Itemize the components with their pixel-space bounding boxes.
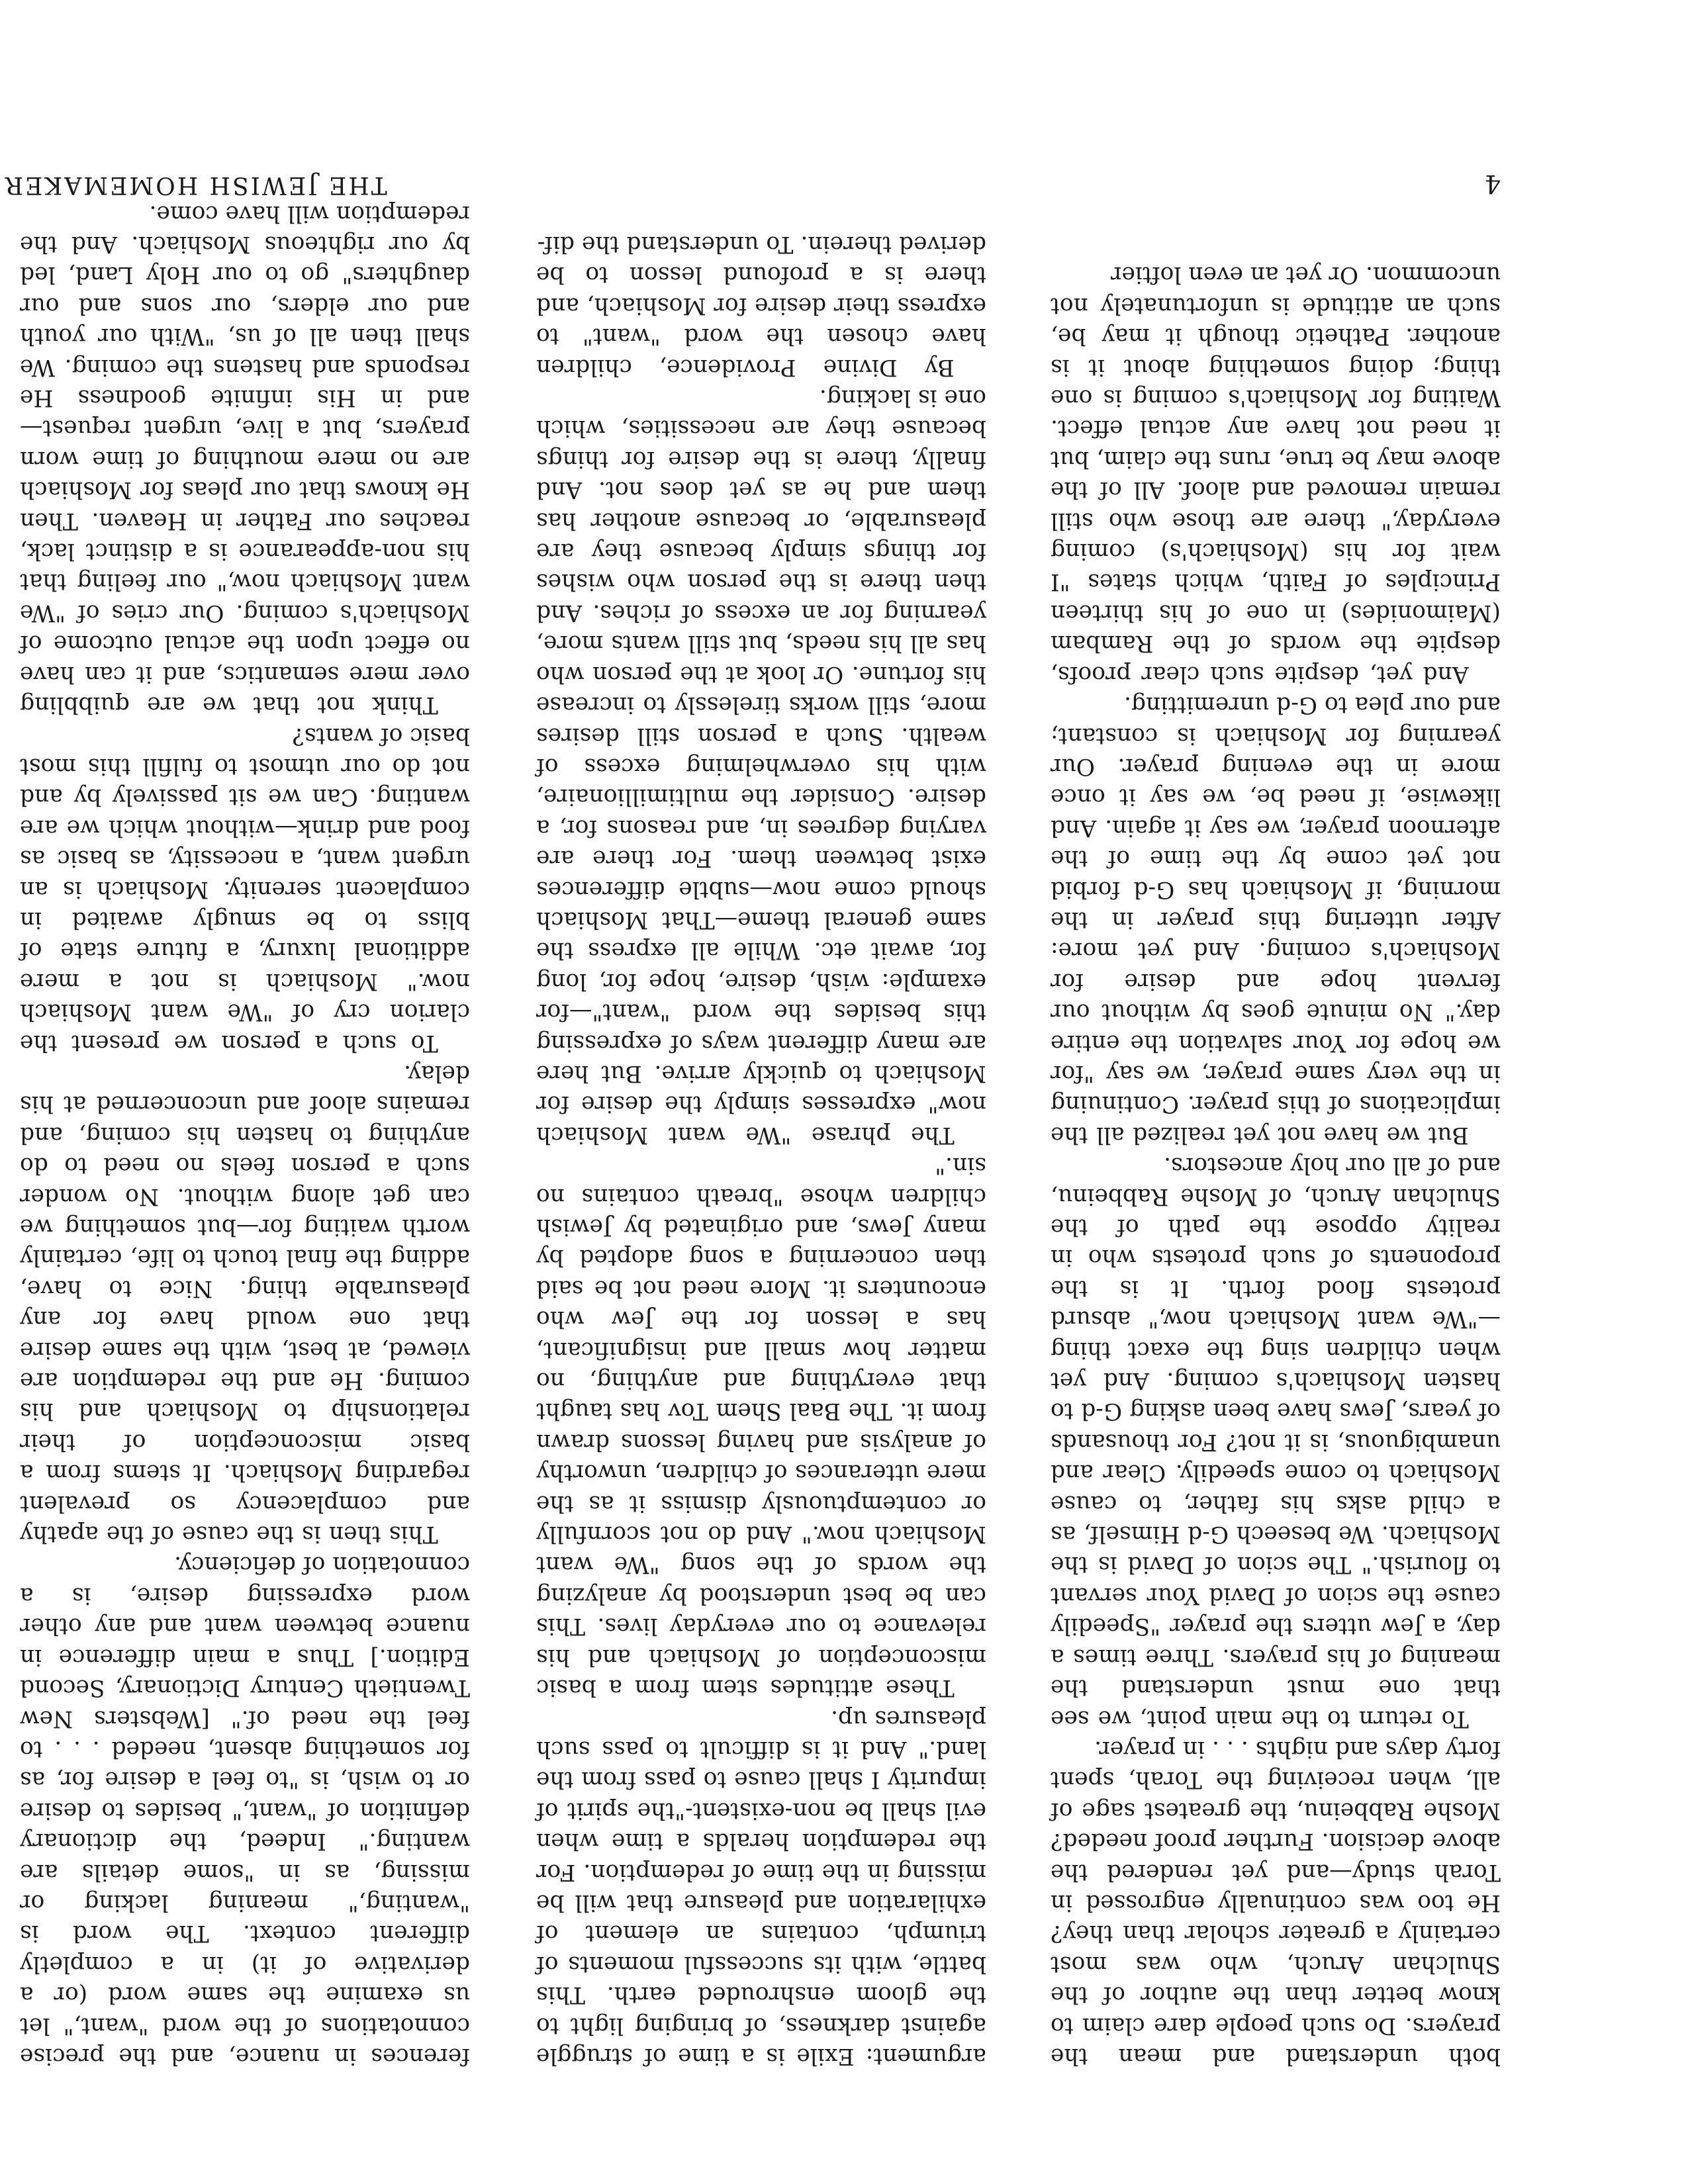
paragraph: These attitudes stem from a basic misconception of Moshiach and his relevance to our everyday lives. This can be best understood by analyzing the words of the song "We want Moshiach now." And do not scornfully or contemptuously dismiss it as the mere utterances of children, unworthy of analysis and having lessons drawn from it. The Baal Shem Tov has taught that everything and anything, no matter how small and insignificant, has a lesson for the Jew who encounters it. More need not be said then concerning a song adopted by many Jews, and originated by Jewish children whose "breath contains no sin." <box>536 1152 986 1702</box>
paragraph: both understand and mean the prayers. Do such people dare claim to know better than the author of the Shulchan Aruch, who was most certainly a greater scholar than they? He too was continually engrossed in Torah study—and yet rendered the above decision. Further proof needed? Moshe Rabbeinu, the greatest sage of all, when receiving the Torah, spent forty days and nights . . . in prayer. <box>1051 1735 1501 2070</box>
page-number: 4 <box>1483 169 1501 199</box>
paragraph: To such a person we present the clarion cry of "We want Moshiach now." Moshiach is not a mere additional luxury, a future state of bliss to be smugly awaited in complacent serenity. Moshiach is an urgent want, a necessity, as basic as food and drink—without which we are wanting. Can we sit passively by and not do our utmost to fulfill this most basic of wants? <box>20 722 470 1056</box>
paragraph: And yet, despite such clear proofs, despite the words of the Rambam (Maimonides) in one of his thirteen Principles of Faith, which states "I wait for his (Moshiach's) coming everyday," there are those who still remain removed and aloof. All of the above may be true, runs the claim, but it need not have any actual effect. Waiting for Moshiach's coming is one thing; doing something about it is another. Pathetic though it may be, such an attitude is unfortunately not uncommon. Or yet an even loftier <box>1051 261 1501 688</box>
text-column-middle <box>536 231 986 2071</box>
text-column-right <box>20 200 470 2071</box>
paragraph: Think not that we are quibbling over mere semantics, and it can have no effect upon the actual outcome of Moshiach's coming. Our cries of "We want Moshiach now," our feeling that his non-appearance is a distinct lack, reaches our Father in Heaven. Then He knows that our pleas for Moshiach are no mere mouthing of time worn prayers, but a live, urgent request—and in His infinite goodness He responds and hastens the coming. We shall then all of us, "With our youth and our elders, our sons and our daughters" go to our Holy Land, led by our righteous Moshiach. And the redemption will have come. <box>20 200 470 719</box>
paragraph: argument: Exile is a time of struggle against darkness, of bringing light to the gloom enshrouded earth. This battle, with its successful moments of triumph, contains an element of exhilaration and pleasure that will be missing in the time of redemption. For the redemption heralds a time when evil shall be non-existent-"the spirit of impurity I shall cause to pass from the land." And it is difficult to pass such pleasures up. <box>536 1705 986 2070</box>
text-column-left <box>1051 245 1501 2071</box>
paragraph: But we have not yet realized all the implications of this prayer. Continuing in the very same prayer, we say "for we hope for Your salvation the entire day." No minute goes by without our fervent hope and desire for Moshiach's coming. And yet more: After uttering this prayer in the morning, if Moshiach has G-d forbid not yet come by the time of the afternoon prayer, we say it again. And likewise, if need be, we say it once more in the evening prayer. Our yearning for Moshiach is constant; and our plea to G-d unremitting. <box>1051 692 1501 1148</box>
page-footer <box>3 169 1501 199</box>
paragraph: This then is the cause of the apathy and complacency so prevalent regarding Moshiach. It stems from a basic misconception of their relationship to Moshiach and his coming. He and the redemption are viewed, at best, with the same desire that one would have for any pleasurable thing. Nice to have, adding the final touch to life, certainly worth waiting for—but something we can get along without. No wonder such a person feels no need to do anything to hasten his coming, and remains aloof and unconcerned at his delay. <box>20 1060 470 1548</box>
paragraph: By Divine Providence, children have chosen the word "want" to express their desire for Moshiach, and there is a profound lesson to be derived therein. To understand the dif- <box>536 231 986 381</box>
paragraph: To return to the main point, we see that one must understand the meaning of his prayers. Three times a day, a Jew utters the prayer "Speedily cause the scion of David Your servant to flourish." The scion of David is the Moshiach. We beseech G-d Himself, as a child asks his father, to cause Moshiach to come speedily. Clear and unambiguous, is it not? For thousands of years, Jews have been asking G-d to hasten Moshiach's coming. And yet when children sing the exact thing—"We want Moshiach now," absurd protests flood forth. It is the proponents of such protests who in reality oppose the path of the Shulchan Aruch, of Moshe Rabbeinu, and of all our holy ancestors. <box>1051 1152 1501 1732</box>
paragraph: The phrase "We want Moshiach now" expresses simply the desire for Moshiach to quickly arrive. But here are many different ways of expressing this besides the word "want"—for example: wish, desire, hope for, long for, await etc. While all express the same general theme—That Moshiach should come now—subtle differences exist between them. For there are varying degrees in, and reasons for, a desire. Consider the multimillionaire, with his overwhelming excess of wealth. Such a person still desires more, still works tirelessly to increase his fortune. Or look at the person who has all his needs, but still wants more, yearning for an excess of riches. And then there is the person who wishes for things simply because they are pleasurable, or because another has them and he as yet does not. And finally, there is the desire for things because they are necessities, which one is lacking. <box>536 385 986 1148</box>
running-title: THE JEWISH HOMEMAKER <box>3 171 387 199</box>
paragraph: ferences in nuance, and the precise connotations of the word "want," let us examine the same word (or a derivative of it) in a completly different context. The word is "wanting," meaning lacking or missing, as in "some details are wanting." Indeed, the dictionary definition of "want," besides to desire or to wish, is "to feel a desire for, as for something absent, needed . . . to feel the need of." [Websters New Twentieth Century Dictionary, Second Edition.] Thus a main difference in nuance between want and any other word expressing desire, is a connotation of deficiency. <box>20 1551 470 2070</box>
